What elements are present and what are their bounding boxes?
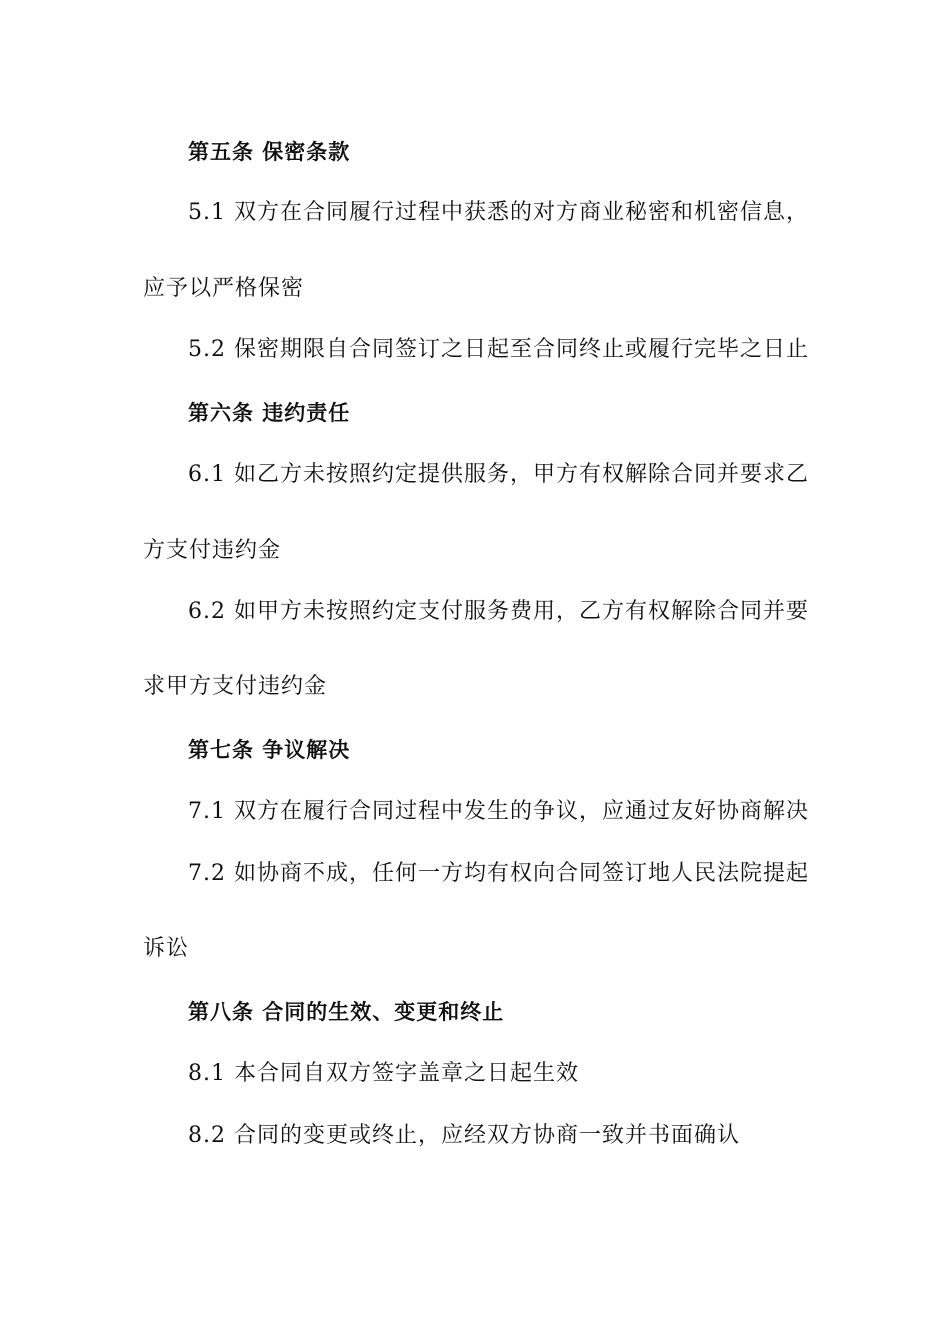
section-heading-6: 第六条 违约责任 bbox=[188, 401, 351, 425]
clause-5-1: 5.1 双方在合同履行过程中获悉的对方商业秘密和机密信息， bbox=[188, 200, 809, 225]
clause-5-2: 5.2 保密期限自合同签订之日起至合同终止或履行完毕之日止 bbox=[188, 337, 809, 362]
section-heading-5: 第五条 保密条款 bbox=[188, 140, 351, 164]
clause-6-1-continuation: 方支付违约金 bbox=[143, 538, 282, 563]
section-heading-8: 第八条 合同的生效、变更和终止 bbox=[188, 1000, 505, 1024]
clause-8-2: 8.2 合同的变更或终止，应经双方协商一致并书面确认 bbox=[188, 1123, 740, 1148]
clause-7-2: 7.2 如协商不成，任何一方均有权向合同签订地人民法院提起 bbox=[188, 861, 809, 886]
clause-8-1: 8.1 本合同自双方签字盖章之日起生效 bbox=[188, 1061, 579, 1086]
section-heading-7: 第七条 争议解决 bbox=[188, 738, 351, 762]
clause-6-1: 6.1 如乙方未按照约定提供服务，甲方有权解除合同并要求乙 bbox=[188, 462, 809, 487]
clause-7-1: 7.1 双方在履行合同过程中发生的争议，应通过友好协商解决 bbox=[188, 799, 809, 824]
clause-7-2-continuation: 诉讼 bbox=[143, 936, 190, 961]
clause-5-1-continuation: 应予以严格保密 bbox=[143, 276, 305, 301]
clause-6-2: 6.2 如甲方未按照约定支付服务费用，乙方有权解除合同并要 bbox=[188, 599, 809, 624]
clause-6-2-continuation: 求甲方支付违约金 bbox=[143, 674, 328, 699]
